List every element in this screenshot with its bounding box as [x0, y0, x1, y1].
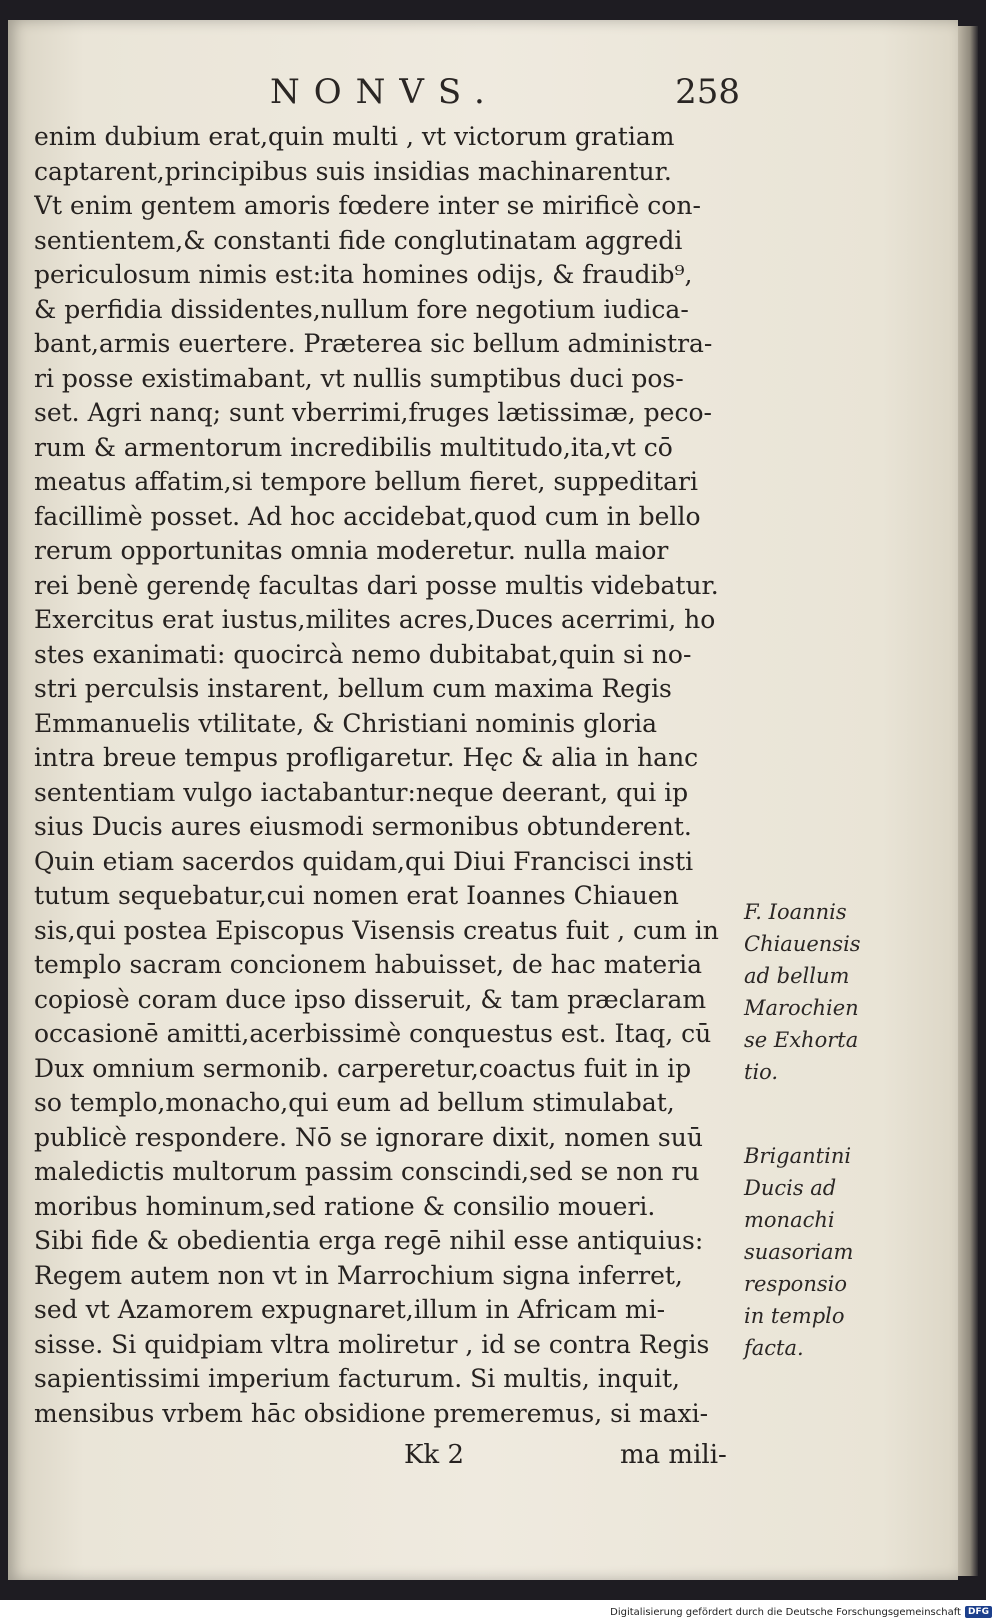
text-line: & perfidia dissidentes,nullum fore negotium iudica- — [34, 294, 689, 324]
text-line: copiosè coram duce ipso disseruit, & tam præclaram — [34, 984, 707, 1014]
text-line: stri perculsis instarent, bellum cum maxima Regis — [34, 674, 672, 703]
text-line: Sibi fide & obedientia erga regē nihil esse antiquius: — [34, 1226, 704, 1255]
text-line: rum & armentorum incredibilis multitudo,ita,vt cō — [34, 432, 673, 462]
text-line: mensibus vrbem hāc obsidione premeremus, si maxi- — [34, 1398, 709, 1428]
text-line: Exercitus erat iustus,milites acres,Duces acerrimi, ho — [34, 605, 716, 634]
text-line: Emmanuelis vtilitate, & Christiani nominis gloria — [34, 708, 657, 738]
text-line: stes exanimati: quocircà nemo dubitabat,quin si no- — [34, 639, 692, 669]
text-line: Dux omnium sermonib. carperetur,coactus fuit in ip — [34, 1053, 692, 1083]
text-line: moribus hominum,sed ratione & consilio moueri. — [34, 1191, 656, 1221]
page-header — [270, 72, 740, 120]
text-line: Quin etiam sacerdos quidam,qui Diui Francisci insti — [34, 846, 694, 876]
body-text — [34, 120, 734, 1431]
text-line: tutum sequebatur,cui nomen erat Ioannes Chiauen — [34, 881, 679, 910]
text-line: templo sacram concionem habuisset, de hac materia — [34, 950, 703, 979]
margin-note-line: se Exhorta — [744, 1028, 859, 1052]
text-line: captarent,principibus suis insidias machinarentur. — [34, 156, 672, 186]
text-line: Vt enim gentem amoris fœdere inter se mirificè con- — [34, 191, 701, 220]
text-line: sis,qui postea Episcopus Visensis creatus fuit , cum in — [34, 915, 719, 945]
text-line: set. Agri nanq; sunt vberrimi,fruges lætissimæ, peco- — [34, 398, 712, 427]
margin-note-line: ad bellum — [744, 964, 850, 988]
text-line: enim dubium erat,quin multi , vt victorum gratiam — [34, 122, 675, 151]
margin-note-chiauensis — [744, 896, 874, 1088]
text-line: sisse. Si quidpiam vltra moliretur , id se contra Regis — [34, 1329, 710, 1359]
margin-note-line: facta. — [744, 1336, 804, 1360]
margin-note-line: in templo — [744, 1304, 845, 1328]
margin-note-line: suasoriam — [744, 1240, 854, 1264]
page-number: 258 — [675, 72, 740, 112]
text-line: intra breue tempus profligaretur. Hęc & alia in hanc — [34, 743, 699, 772]
page-edge — [958, 26, 978, 1576]
credit-text: Digitalisierung gefördert durch die Deutsche Forschungsgemeinschaft — [610, 1606, 961, 1618]
text-line: meatus affatim,si tempore bellum fieret, suppeditari — [34, 467, 698, 496]
text-line: sentientem,& constanti fide conglutinatam aggredi — [34, 225, 683, 255]
text-line: facillimè posset. Ad hoc accidebat,quod cum in bello — [34, 501, 701, 531]
margin-note-line: responsio — [744, 1272, 847, 1296]
text-line: sapientissimi imperium facturum. Si multis, inquit, — [34, 1364, 680, 1393]
text-line: rerum opportunitas omnia moderetur. nulla maior — [34, 536, 669, 565]
margin-note-line: F. Ioannis — [744, 900, 847, 924]
margin-note-line: Ducis ad — [744, 1176, 837, 1200]
margin-note-brigantini — [744, 1140, 874, 1364]
running-head: NONVS. — [270, 72, 499, 112]
text-line: maledictis multorum passim conscindi,sed se non ru — [34, 1157, 700, 1186]
text-line: publicè respondere. Nō se ignorare dixit, nomen suū — [34, 1122, 703, 1152]
margin-note-line: Marochien — [744, 996, 859, 1020]
text-line: periculosum nimis est:ita homines odijs, & fraudib⁹, — [34, 260, 693, 289]
text-line: Regem autem non vt in Marrochium signa inferret, — [34, 1260, 683, 1290]
text-line: sententiam vulgo iactabantur:neque deerant, qui ip — [34, 777, 689, 807]
text-line: rei benè gerendę facultas dari posse multis videbatur. — [34, 570, 719, 600]
text-line: ri posse existimabant, vt nullis sumptibus duci pos- — [34, 363, 684, 393]
page-footer — [34, 1440, 734, 1480]
digitization-credit — [610, 1606, 992, 1618]
margin-note-line: monachi — [744, 1208, 835, 1232]
margin-note-line: tio. — [744, 1060, 779, 1084]
dfg-logo: DFG — [965, 1606, 992, 1618]
catchword: ma mili- — [620, 1440, 727, 1470]
signature-mark: Kk 2 — [404, 1440, 464, 1470]
margin-note-line: Chiauensis — [744, 932, 861, 956]
text-line: so templo,monacho,qui eum ad bellum stimulabat, — [34, 1088, 675, 1117]
text-line: sius Ducis aures eiusmodi sermonibus obtunderent. — [34, 812, 692, 841]
margin-note-line: Brigantini — [744, 1144, 852, 1168]
text-line: occasionē amitti,acerbissimè conquestus est. Itaq, cū — [34, 1019, 712, 1048]
text-line: bant,armis euertere. Præterea sic bellum administra- — [34, 329, 713, 358]
text-line: sed vt Azamorem expugnaret,illum in Africam mi- — [34, 1295, 666, 1324]
